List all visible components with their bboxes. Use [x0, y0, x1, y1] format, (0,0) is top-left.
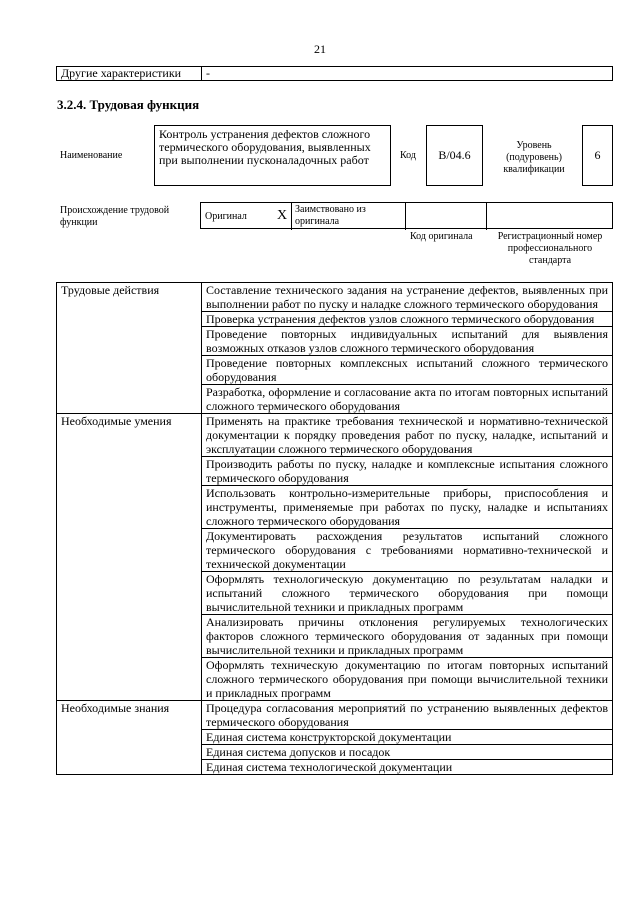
table-row [57, 730, 613, 745]
table-row [57, 327, 613, 356]
page-number: 21 [314, 42, 326, 56]
section-item: Оформлять техническую документацию по итогам повторных испытаний сложного термического оборудования при помощи вычислительной техники и прикладных программ [202, 658, 613, 701]
original-label: Оригинал [205, 211, 247, 222]
section-category-continued [57, 529, 202, 572]
table-row [57, 658, 613, 701]
section-item: Анализировать причины отклонения регулируемых технологических факторов сложного термического оборудования от заданных при помощи вычислительной техники и прикладных программ [202, 615, 613, 658]
code-original-label: Код оригинала [410, 231, 473, 242]
section-category-continued [57, 486, 202, 529]
table-row [57, 745, 613, 760]
section-item: Проведение повторных индивидуальных испытаний для выявления возможных отказов узлов сложного термического оборудования [202, 327, 613, 356]
level-value-box [582, 125, 613, 186]
table-row [57, 615, 613, 658]
section-category-continued [57, 457, 202, 486]
origin-divider [486, 203, 487, 230]
code-label: Код [400, 150, 416, 161]
table-row [57, 486, 613, 529]
section-item: Проверка устранения дефектов узлов сложного термического оборудования [202, 312, 613, 327]
section-item: Разработка, оформление и согласование акта по итогам повторных испытаний сложного термического оборудования [202, 385, 613, 414]
table-row [57, 529, 613, 572]
section-item: Производить работы по пуску, наладке и комплексные испытания сложного термического оборудования [202, 457, 613, 486]
section-category-continued [57, 572, 202, 615]
section-item: Документировать расхождения результатов испытаний сложного термического оборудования с требованиями нормативно-технической и технической документации [202, 529, 613, 572]
section-category-continued [57, 312, 202, 327]
section-item: Проведение повторных комплексных испытаний сложного термического оборудования [202, 356, 613, 385]
other-characteristics-table [56, 66, 613, 81]
section-item: Использовать контрольно-измерительные приборы, приспособления и инструменты, применяемые при работах по пуску, наладке и испытаниях сложного термического оборудования [202, 486, 613, 529]
section-title: 3.2.4. Трудовая функция [57, 97, 200, 112]
section-item: Составление технического задания на устранение дефектов, выявленных при выполнении работ по пуску и наладке сложного термического оборудования [202, 283, 613, 312]
origin-label: Происхождение трудовой функции [60, 205, 170, 228]
table-row [57, 312, 613, 327]
section-category: Необходимые знания [57, 701, 202, 730]
section-item: Процедура согласования мероприятий по устранению выявленных дефектов термического оборудования [202, 701, 613, 730]
origin-divider [405, 203, 406, 230]
table-row [57, 701, 613, 730]
section-item: Единая система технологической документации [202, 760, 613, 775]
name-label: Наименование [60, 150, 123, 161]
table-row [57, 760, 613, 775]
section-category-continued [57, 760, 202, 775]
origin-divider [291, 203, 292, 230]
section-item: Единая система допусков и посадок [202, 745, 613, 760]
section-category: Трудовые действия [57, 283, 202, 312]
level-label: Уровень (подуровень) квалификации [503, 140, 565, 175]
section-category-continued [57, 730, 202, 745]
table-row [57, 572, 613, 615]
section-category-continued [57, 615, 202, 658]
code-value-box [426, 125, 483, 186]
borrowed-label: Заимствовано из оригинала [295, 204, 366, 227]
table-row [57, 356, 613, 385]
function-details-table [56, 282, 613, 775]
section-category: Необходимые умения [57, 414, 202, 457]
code-value: В/04.6 [438, 148, 471, 162]
table-row [57, 457, 613, 486]
other-characteristics-value: - [202, 67, 613, 81]
level-value: 6 [594, 148, 601, 162]
table-row [57, 414, 613, 457]
function-name-box [154, 125, 391, 186]
origin-table [200, 202, 613, 229]
section-item: Оформлять технологическую документацию по результатам наладки и испытаний сложного термического оборудования при помощи вычислительной техники и прикладных программ [202, 572, 613, 615]
section-category-continued [57, 385, 202, 414]
table-row [57, 385, 613, 414]
section-category-continued [57, 327, 202, 356]
reg-number-label: Регистрационный номер профессионального стандарта [497, 231, 603, 266]
function-name: Контроль устранения дефектов сложного термического оборудования, выявленных при выполнении пусконаладочных работ [159, 127, 371, 167]
table-row [57, 283, 613, 312]
section-item: Применять на практике требования технической и нормативно-технической документации к порядку проведения работ по пуску, наладке, испытаний и эксплуатации сложного термического оборудования [202, 414, 613, 457]
original-mark: X [277, 208, 288, 223]
section-item: Единая система конструкторской документации [202, 730, 613, 745]
section-category-continued [57, 658, 202, 701]
section-category-continued [57, 745, 202, 760]
other-characteristics-label: Другие характеристики [57, 67, 202, 81]
section-category-continued [57, 356, 202, 385]
